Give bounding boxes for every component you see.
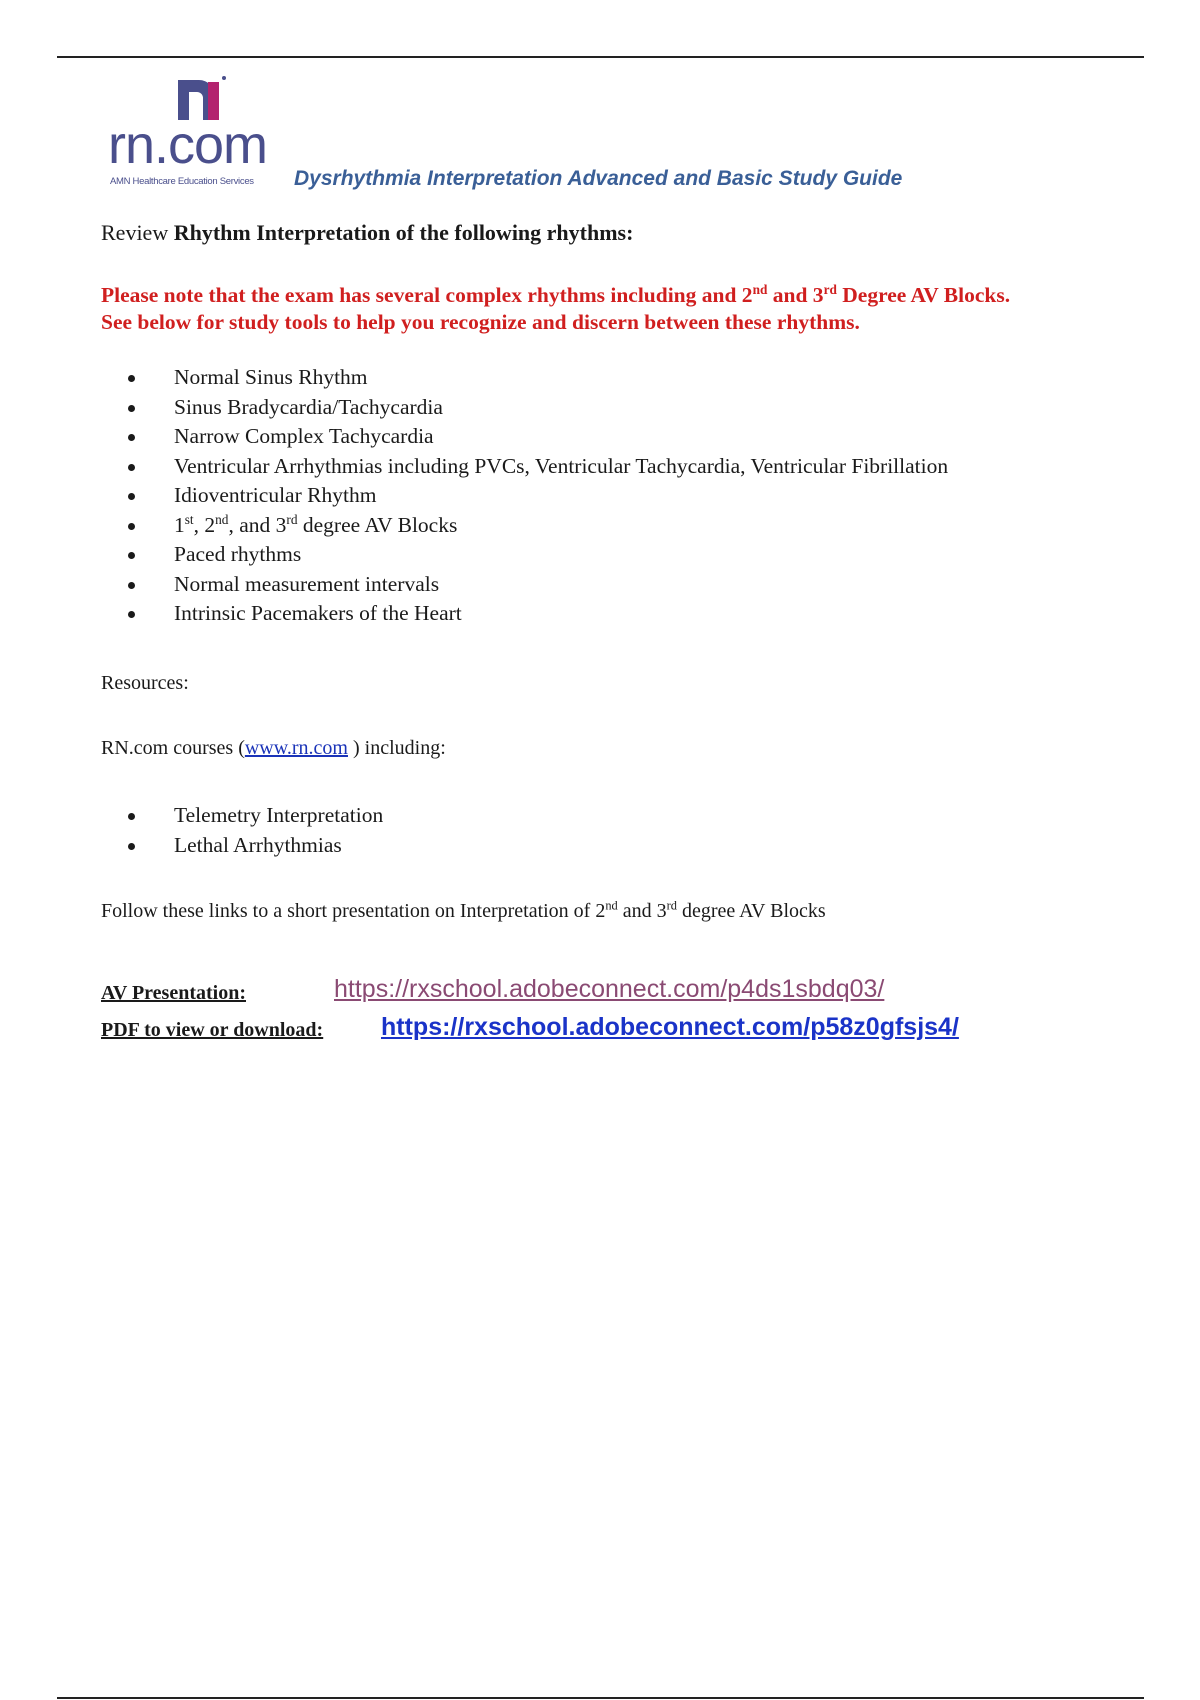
- av-sup: st: [184, 511, 194, 527]
- list-item: Normal measurement intervals: [101, 570, 948, 600]
- top-rule: [57, 56, 1144, 58]
- review-bold: Rhythm Interpretation of the following rhythms:: [173, 220, 634, 245]
- review-heading: [101, 220, 633, 246]
- note-text: Please note that the exam has several complex rhythms including and 2: [101, 283, 753, 307]
- exam-note-line-2: See below for study tools to help you recognize and discern between these rhythms.: [101, 310, 860, 334]
- list-item: Sinus Bradycardia/Tachycardia: [101, 393, 948, 423]
- exam-note-line-1: [101, 283, 1010, 308]
- list-item: Paced rhythms: [101, 540, 948, 570]
- follow-text: degree AV Blocks: [676, 900, 826, 922]
- logo-subtitle: AMN Healthcare Education Services: [110, 176, 254, 187]
- review-prefix: Review: [101, 220, 169, 245]
- course-list: [101, 801, 383, 860]
- av-presentation-link[interactable]: https://rxschool.adobeconnect.com/p4ds1sbdq03/: [334, 975, 885, 1003]
- logo-wordmark: rn.com: [108, 115, 268, 175]
- rn-com-logo: [108, 72, 293, 190]
- note-sup: nd: [752, 281, 768, 297]
- av-sup: rd: [286, 511, 298, 527]
- av-text: degree AV Blocks: [297, 512, 458, 537]
- follow-text: and 3: [617, 900, 667, 922]
- av-presentation-label: AV Presentation:: [101, 982, 246, 1004]
- list-item: Telemetry Interpretation: [101, 801, 383, 831]
- list-item: Intrinsic Pacemakers of the Heart: [101, 599, 948, 629]
- av-text: 1: [174, 512, 185, 537]
- courses-prefix: RN.com courses (: [101, 737, 245, 759]
- courses-suffix: ) including:: [347, 737, 446, 759]
- list-item: Narrow Complex Tachycardia: [101, 422, 948, 452]
- av-sup: nd: [215, 511, 229, 527]
- bottom-rule: [57, 1697, 1144, 1699]
- note-sup: rd: [823, 281, 837, 297]
- pdf-download-link[interactable]: https://rxschool.adobeconnect.com/p58z0gfsjs4/: [381, 1013, 959, 1041]
- list-item: Normal Sinus Rhythm: [101, 363, 948, 393]
- follow-text: Follow these links to a short presentation on Interpretation of 2: [101, 900, 606, 922]
- av-text: , and 3: [228, 512, 287, 537]
- follow-sup: nd: [605, 898, 618, 913]
- follow-sup: rd: [666, 898, 677, 913]
- av-text: , 2: [193, 512, 216, 537]
- document-title: Dysrhythmia Interpretation Advanced and Basic Study Guide: [294, 167, 903, 190]
- resources-label: Resources:: [101, 672, 189, 694]
- list-item-av-blocks: [101, 511, 948, 541]
- note-text: and 3: [767, 283, 824, 307]
- list-item: Lethal Arrhythmias: [101, 831, 383, 861]
- courses-line: [101, 737, 446, 760]
- list-item: Idioventricular Rhythm: [101, 481, 948, 511]
- list-item: Ventricular Arrhythmias including PVCs, Ventricular Tachycardia, Ventricular Fibrillation: [101, 452, 948, 482]
- follow-links-text: [101, 900, 826, 923]
- pdf-download-label: PDF to view or download:: [101, 1019, 324, 1041]
- rn-com-link[interactable]: www.rn.com: [244, 737, 348, 759]
- rhythm-list: [101, 363, 948, 629]
- note-text: Degree AV Blocks.: [836, 283, 1011, 307]
